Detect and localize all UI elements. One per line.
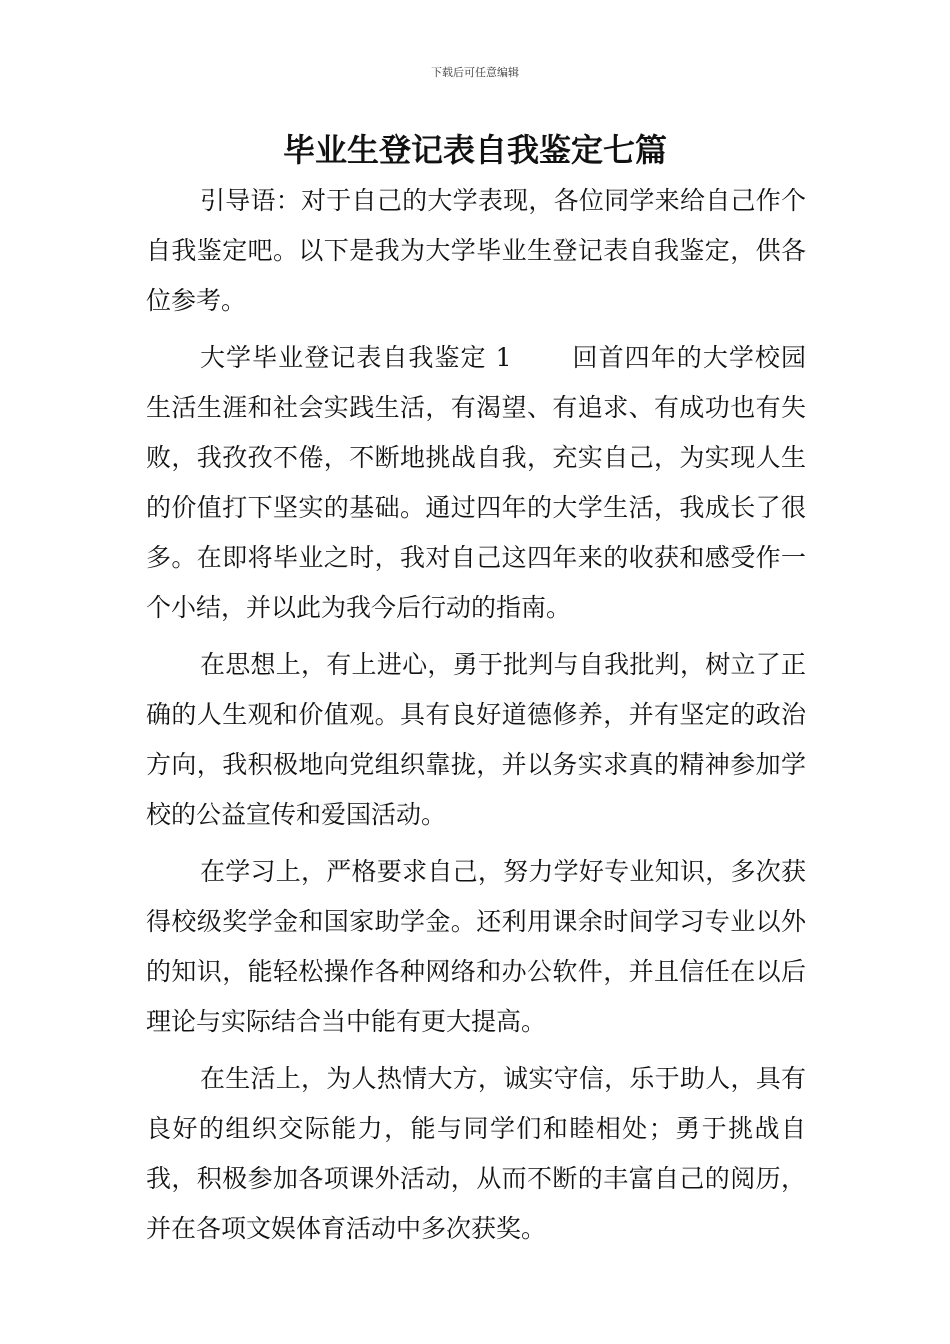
intro-paragraph: 引导语：对于自己的大学表现，各位同学来给自己作个自我鉴定吧。以下是我为大学毕业生登记表自我鉴定，供各位参考。 [146,186,806,315]
section-1-heading: 大学毕业登记表自我鉴定 1 [200,343,512,372]
section-1-text: 回首四年的大学校园生活生涯和社会实践生活，有渴望、有追求、有成功也有失败，我孜孜不倦，不断地挑战自我，充实自己，为实现人生的价值打下坚实的基础。通过四年的大学生活，我成长了很多。在即将毕业之时，我对自己这四年来的收获和感受作一个小结，并以此为我今后行动的指南。 [146,343,806,622]
study-paragraph: 在学习上，严格要求自己，努力学好专业知识，多次获得校级奖学金和国家助学金。还利用课余时间学习专业以外的知识，能轻松操作各种网络和办公软件，并且信任在以后理论与实际结合当中能有更大提高。 [146,857,806,1036]
document-title: 毕业生登记表自我鉴定七篇 [282,131,667,169]
thought-paragraph: 在思想上，有上进心，勇于批判与自我批判，树立了正确的人生观和价值观。具有良好道德修养，并有坚定的政治方向，我积极地向党组织靠拢，并以务实求真的精神参加学校的公益宣传和爱国活动。 [146,650,806,829]
life-paragraph: 在生活上，为人热情大方，诚实守信，乐于助人，具有良好的组织交际能力，能与同学们和睦相处；勇于挑战自我，积极参加各项课外活动，从而不断的丰富自己的阅历，并在各项文娱体育活动中多次获奖。 [146,1064,806,1243]
section-1-paragraph [146,333,806,633]
page-header-note: 下载后可任意编辑 [431,66,519,79]
document-body [146,176,806,1261]
